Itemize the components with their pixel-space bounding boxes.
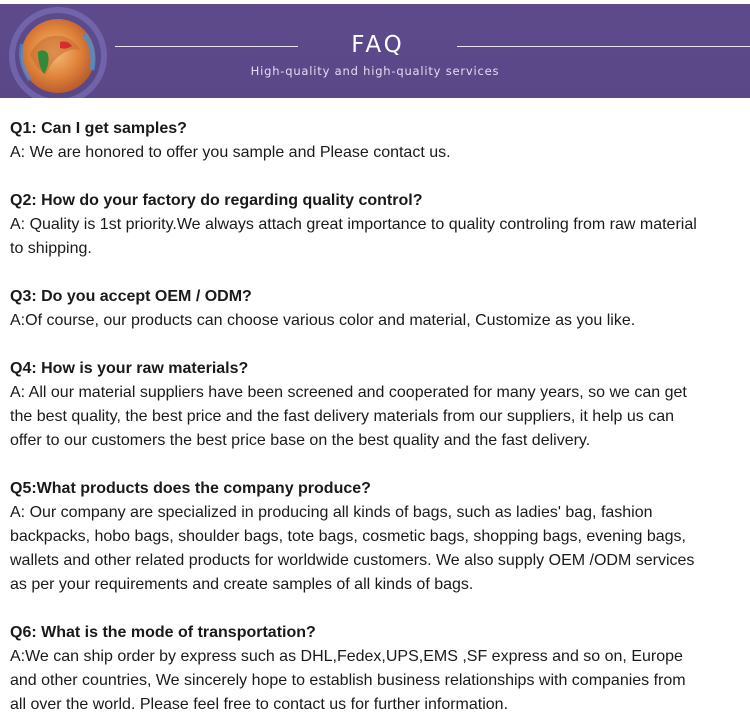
- faq-list: [10, 117, 742, 727]
- faq-item-6: [10, 621, 742, 717]
- faq-answer: A: Our company are specialized in producing all kinds of bags, such as ladies' bag, fashion backpacks, hobo bags, shoulder bags, tote bags, cosmetic bags, shopping bags, evening bags, wallets and other related products for worldwide customers. We also supply OEM /ODM services as per your requirements and create samples of all kinds of bags.: [10, 504, 695, 593]
- faq-question: Q2: How do your factory do regarding quality control?: [10, 192, 423, 209]
- faq-answer: A: We are honored to offer you sample and Please contact us.: [10, 144, 451, 161]
- faq-answer: A:We can ship order by express such as DHL,Fedex,UPS,EMS ,SF express and so on, Europe and other countries, We sincerely hope to establish business relationships with companies from all over the world. Please feel free to contact us for further information.: [10, 648, 686, 713]
- faq-item-5: [10, 477, 742, 597]
- faq-item-3: [10, 285, 742, 333]
- faq-answer: A:Of course, our products can choose various color and material, Customize as you like.: [10, 312, 636, 329]
- banner-rule-right: [457, 46, 750, 47]
- faq-question: Q1: Can I get samples?: [10, 120, 187, 137]
- faq-answer: A: Quality is 1st priority.We always attach great importance to quality controling from raw material to shipping.: [10, 216, 697, 257]
- banner-rule-left: [115, 46, 298, 47]
- faq-item-1: [10, 117, 742, 165]
- globe-logo-icon: [0, 4, 120, 98]
- faq-question: Q4: How is your raw materials?: [10, 360, 249, 377]
- faq-item-4: [10, 357, 742, 453]
- page-title: FAQ: [351, 32, 405, 58]
- faq-question: Q6: What is the mode of transportation?: [10, 624, 316, 641]
- faq-banner: [0, 0, 750, 98]
- faq-answer: A: All our material suppliers have been screened and cooperated for many years, so we can get the best quality, the best price and the fast delivery materials from our suppliers, it help us can offer to our customers the best price base on the best quality and the fast delivery.: [10, 384, 687, 449]
- faq-item-2: [10, 189, 742, 261]
- page-subtitle: High-quality and high-quality services: [250, 64, 500, 78]
- faq-question: Q5:What products does the company produce?: [10, 480, 371, 497]
- faq-question: Q3: Do you accept OEM / ODM?: [10, 288, 252, 305]
